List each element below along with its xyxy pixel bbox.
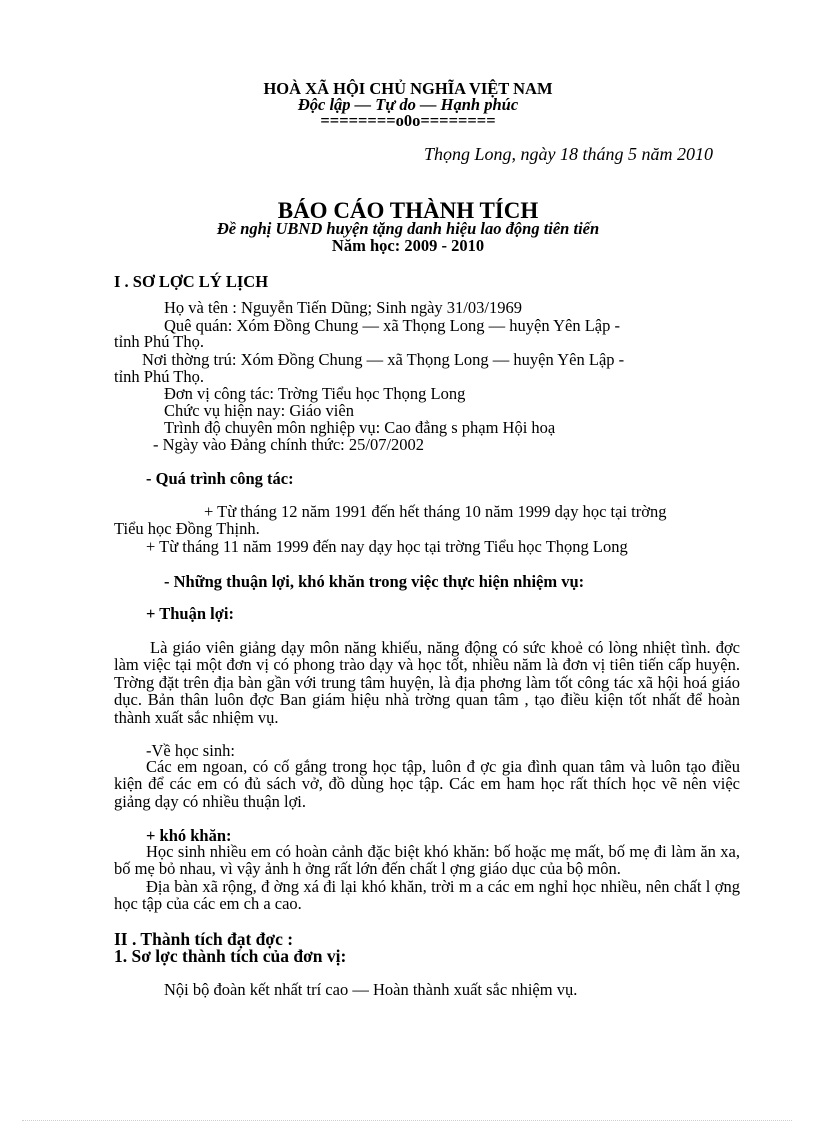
- hometown-line-2: tỉnh Phú Thọ.: [114, 332, 205, 351]
- qualification-line: Trình độ chuyên môn nghiệp vụ: Cao đẳng s phạm Hội hoạ: [164, 418, 556, 437]
- page-bottom-border: [22, 1120, 792, 1121]
- conditions-heading: - Những thuận lợi, khó khăn trong việc thực hiện nhiệm vụ:: [164, 572, 585, 591]
- motto: Độc lập — Tự do — Hạnh phúc: [297, 95, 519, 114]
- difficulties-heading: + khó khăn:: [146, 826, 232, 845]
- career-line-2: + Từ tháng 11 năm 1999 đến nay dạy học tại trờng Tiểu học Thọng Long: [146, 537, 628, 556]
- career-line-1a: + Từ tháng 12 năm 1991 đến hết tháng 10 năm 1999 dạy học tại trờng: [204, 502, 667, 521]
- career-heading: - Quá trình công tác:: [146, 469, 294, 488]
- students-label: -Về học sinh:: [146, 741, 235, 760]
- school-year: Năm học: 2009 - 2010: [331, 236, 485, 255]
- report-title: BÁO CÁO THÀNH TÍCH: [277, 198, 539, 223]
- nation-heading: HOÀ XÃ HỘI CHỦ NGHĨA VIỆT NAM: [263, 79, 553, 98]
- separator: ========o0o========: [320, 111, 496, 130]
- position-line: Chức vụ hiện nay: Giáo viên: [164, 401, 354, 420]
- section-1-heading: I . SƠ LỢC LÝ LỊCH: [114, 272, 269, 291]
- difficulties-paragraph-2: Địa bàn xã rộng, đ ờng xá đi lại khó khăn, trời m a các em nghỉ học nhiều, nên chất l ợng học tập của các em ch a cao.: [114, 877, 740, 914]
- workplace-line: Đơn vị công tác: Trờng Tiểu học Thọng Long: [164, 384, 466, 403]
- report-subtitle: Đề nghị UBND huyện tặng danh hiệu lao động tiên tiến: [216, 219, 600, 238]
- advantages-heading: + Thuận lợi:: [146, 604, 234, 623]
- section-2-subheading: 1. Sơ lợc thành tích của đơn vị:: [114, 946, 347, 966]
- party-date-line: - Ngày vào Đảng chính thức: 25/07/2002: [153, 435, 425, 454]
- advantages-paragraph: Là giáo viên giảng dạy môn năng khiếu, năng động có sức khoẻ có lòng nhiệt tình. đợc làm việc tại một đơn vị có phong trào dạy và học tốt, nhiều năm là đơn vị tiên tiến cấp huyện. Trờng đặt trên địa bàn gần với trung tâm huyện, là địa phơng làm tốt công tác xã hội hoá giáo dục. Bản thân luôn đợc Ban giám hiệu nhà trờng quan tâm , tạo điều kiện tốt nhất để hoàn thành xuất sắc nhiệm vụ.: [114, 638, 740, 727]
- career-line-1b: Tiểu học Đồng Thịnh.: [114, 519, 260, 538]
- residence-line-1: Nơi thờng trú: Xóm Đồng Chung — xã Thọng Long — huyện Yên Lập -: [142, 350, 625, 369]
- section-2-heading: II . Thành tích đạt đợc :: [114, 929, 294, 949]
- name-line: Họ và tên : Nguyễn Tiến Dũng; Sinh ngày 31/03/1969: [164, 298, 522, 317]
- hometown-line-1: Quê quán: Xóm Đồng Chung — xã Thọng Long — huyện Yên Lập -: [164, 316, 620, 335]
- residence-line-2: tỉnh Phú Thọ.: [114, 367, 205, 386]
- difficulties-paragraph-1: Học sinh nhiều em có hoàn cảnh đặc biệt khó khăn: bố hoặc mẹ mất, bố mẹ đi làm ăn xa, bố mẹ bỏ nhau, vì vậy ảnh h ởng rất lớn đến chất l ợng giáo dục của bộ môn.: [114, 842, 740, 879]
- students-paragraph: Các em ngoan, có cố gắng trong học tập, luôn đ ợc gia đình quan tâm và luôn tạo điều kiện để các em có đủ sách vở, đồ dùng học tập. Các em ham học rất thích học vẽ nên việc giảng dạy có nhiều thuận lợi.: [114, 757, 740, 811]
- place-date: Thọng Long, ngày 18 tháng 5 năm 2010: [424, 144, 714, 164]
- unit-achievement-line: Nội bộ đoàn kết nhất trí cao — Hoàn thành xuất sắc nhiệm vụ.: [164, 980, 578, 999]
